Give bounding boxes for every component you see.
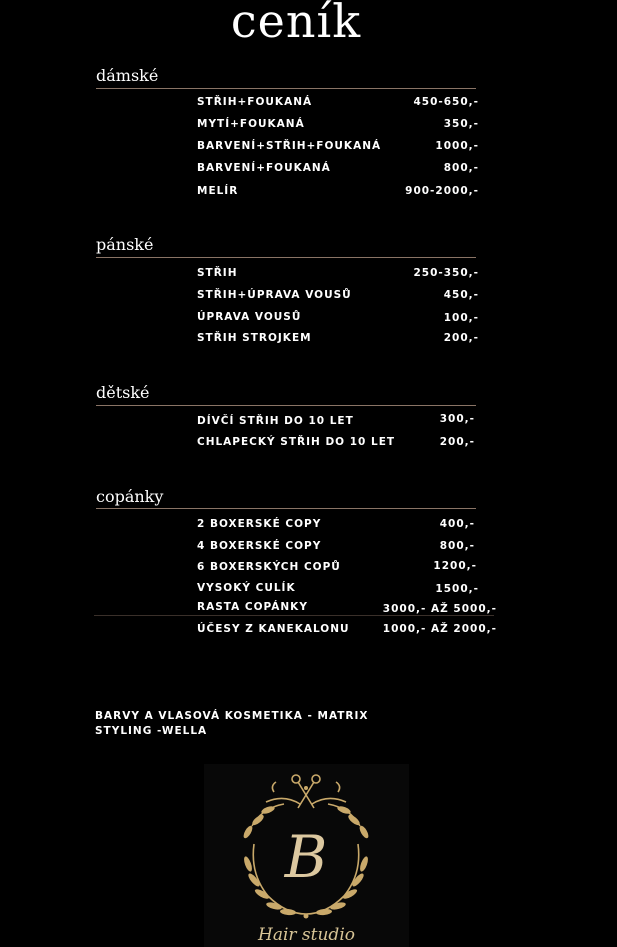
- price-item-name: STŘIH: [197, 267, 238, 279]
- price-item-value: 450-650,-: [413, 96, 479, 108]
- price-item-name: 6 BOXERSKÝCH COPŮ: [197, 561, 341, 573]
- price-item-name: BARVENÍ+FOUKANÁ: [197, 162, 331, 174]
- section-title-copanky: copánky: [96, 487, 164, 506]
- price-item-name: MELÍR: [197, 185, 239, 197]
- price-item-name: STŘIH+FOUKANÁ: [197, 96, 313, 108]
- price-item-value: 1000,- AŽ 2000,-: [382, 623, 497, 635]
- section-divider: [96, 88, 476, 89]
- price-item-value: 250-350,-: [413, 267, 479, 279]
- price-item-value: 800,-: [439, 540, 475, 552]
- price-item-value: 350,-: [443, 118, 479, 130]
- laurel-wreath-icon: [204, 764, 409, 947]
- section-divider: [94, 615, 494, 616]
- price-item-value: 900-2000,-: [405, 185, 479, 197]
- price-item-name: VYSOKÝ CULÍK: [197, 582, 296, 594]
- price-item-name: STŘIH+ÚPRAVA VOUSŮ: [197, 289, 352, 301]
- price-item-name: ÚČESY Z KANEKALONU: [197, 623, 350, 635]
- price-item-value: 800,-: [443, 162, 479, 174]
- salon-logo: [204, 764, 409, 947]
- price-item-value: 100,-: [443, 312, 479, 324]
- price-item-value: 200,-: [439, 436, 475, 448]
- price-item-value: 1000,-: [435, 140, 479, 152]
- price-item-value: 450,-: [443, 289, 479, 301]
- price-item-value: 1200,-: [433, 560, 477, 572]
- section-divider: [96, 257, 476, 258]
- price-item-name: RASTA COPÁNKY: [197, 601, 308, 613]
- price-item-name: 4 BOXERSKÉ COPY: [197, 540, 322, 552]
- price-item-value: 3000,- AŽ 5000,-: [382, 603, 497, 615]
- section-title-detske: dětské: [96, 383, 150, 402]
- logo-letter: B: [284, 823, 328, 891]
- price-item-value: 200,-: [443, 332, 479, 344]
- section-title-damske: dámské: [96, 66, 159, 85]
- price-item-name: BARVENÍ+STŘIH+FOUKANÁ: [197, 140, 382, 152]
- section-divider: [96, 405, 476, 406]
- price-item-value: 400,-: [439, 518, 475, 530]
- price-item-value: 1500,-: [435, 583, 479, 595]
- price-item-name: ÚPRAVA VOUSŮ: [197, 311, 302, 323]
- price-item-name: DÍVČÍ STŘIH DO 10 LET: [197, 415, 354, 427]
- brand-note: STYLING -WELLA: [95, 725, 208, 737]
- section-title-panske: pánské: [96, 235, 154, 254]
- logo-caption: Hair studio: [258, 925, 355, 945]
- price-item-name: MYTÍ+FOUKANÁ: [197, 118, 305, 130]
- section-divider: [96, 508, 476, 509]
- brand-note: BARVY A VLASOVÁ KOSMETIKA - MATRIX: [95, 710, 369, 722]
- price-item-name: CHLAPECKÝ STŘIH DO 10 LET: [197, 436, 396, 448]
- price-item-value: 300,-: [439, 413, 475, 425]
- page-title: ceník: [230, 0, 362, 48]
- price-item-name: 2 BOXERSKÉ COPY: [197, 518, 322, 530]
- price-item-name: STŘIH STROJKEM: [197, 332, 312, 344]
